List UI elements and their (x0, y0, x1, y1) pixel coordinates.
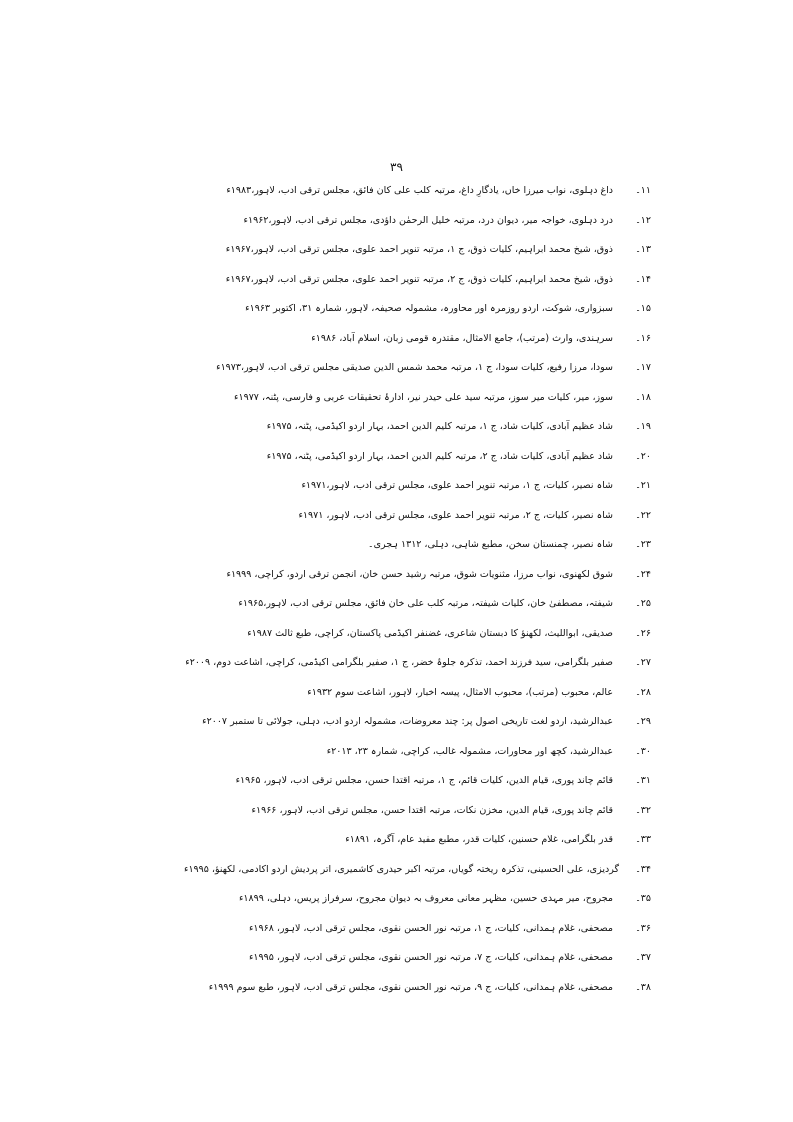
entry-number: ۳۴۔ (635, 863, 651, 875)
entry-text: شوق لکھنوی، نواب مرزا، مثنویات شوق، مرتبہ رشید حسن خان، انجمن ترقی اردو، کراچی، ۱۹۹۹ء (226, 568, 613, 580)
entry-number: ۲۴۔ (635, 568, 651, 580)
list-item (91, 951, 651, 981)
entry-text: ذوق، شیخ محمد ابراہیم، کلیات ذوق، ج ۲، مرتبہ تنویر احمد علوی، مجلس ترقی ادب، لاہور،۱۹۶۷ء (225, 273, 613, 285)
list-item (91, 833, 651, 863)
list-item (91, 892, 651, 922)
entry-text: ذوق، شیخ محمد ابراہیم، کلیات ذوق، ج ۱، مرتبہ تنویر احمد علوی، مجلس ترقی ادب، لاہور،۱۹۶۷ء (225, 244, 613, 255)
entry-number: ۳۲۔ (635, 804, 651, 816)
entry-number: ۲۷۔ (635, 657, 651, 668)
entry-number: ۲۲۔ (635, 509, 651, 521)
entry-number: ۱۱۔ (635, 185, 651, 196)
entry-text: قائم چاند پوری، قیام الدین، مخزن نکات، مرتبہ اقتدا حسن، مجلس ترقی ادب، لاہور، ۱۹۶۶ء (251, 804, 613, 816)
entry-number: ۲۶۔ (635, 627, 651, 639)
entry-text: قدر بلگرامی، غلام حسنین، کلیات قدر، مطبع مفید عام، آگرہ، ۱۸۹۱ء (345, 834, 613, 845)
list-item (91, 243, 651, 273)
entry-number: ۳۵۔ (635, 893, 651, 904)
entry-number: ۳۳۔ (635, 834, 651, 845)
entry-text: مصحفی، غلام ہمدانی، کلیات، ج ۷، مرتبہ نور الحسن نقوی، مجلس ترقی ادب، لاہور، ۱۹۹۵ء (248, 952, 613, 963)
list-item (91, 981, 651, 1011)
entry-number: ۲۳۔ (635, 539, 651, 550)
entry-number: ۳۷۔ (635, 952, 651, 963)
list-item (91, 273, 651, 303)
entry-text: داغ دہلوی، نواب میرزا خاں، یادگارِ داغ، مرتبہ کلب علی کان فائق، مجلس ترقی ادب، لاہور،۱۹۸۳ء (226, 185, 613, 196)
list-item (91, 479, 651, 509)
entry-number: ۲۵۔ (635, 598, 651, 609)
entry-text: درد دہلوی، خواجہ میر، دیوان درد، مرتبہ خلیل الرحمٰن داؤدی، مجلس ترقی ادب، لاہور،۱۹۶۲ء (243, 214, 613, 226)
entry-number: ۱۶۔ (635, 332, 651, 344)
entry-text: عالم، محبوب (مرتب)، محبوب الامثال، پیسہ اخبار، لاہور، اشاعت سوم ۱۹۳۲ء (307, 686, 613, 698)
entry-text: سرہندی، وارث (مرتب)، جامع الامثال، مقتدرہ قومی زبان، اسلام آباد، ۱۹۸۶ء (311, 332, 613, 344)
entry-text: سودا، مرزا رفیع، کلیات سودا، ج ۱، مرتبہ محمد شمس الدین صدیقی مجلس ترقی ادب، لاہور،۱۹۷۳ء (216, 362, 613, 373)
entry-text: عبدالرشید، کچھ اور محاورات، مشمولہ غالب، کراچی، شمارہ ۲۳، ۲۰۱۳ء (326, 745, 613, 757)
entry-number: ۱۴۔ (635, 273, 651, 285)
entry-text: صدیقی، ابواللیث، لکھنؤ کا دبستان شاعری، غضنفر اکیڈمی پاکستان، کراچی، طبع ثالث ۱۹۸۷ء (247, 627, 613, 639)
list-item (91, 184, 651, 214)
list-item (91, 450, 651, 480)
entry-number: ۱۷۔ (635, 362, 651, 373)
list-item (91, 332, 651, 362)
list-item (91, 214, 651, 244)
entry-text: سبزواری، شوکت، اردو روزمرہ اور محاورہ، مشمولہ صحیفہ، لاہور، شمارہ ۳۱، اکتوبر ۱۹۶۳ء (245, 303, 613, 314)
entry-number: ۲۸۔ (635, 686, 651, 698)
list-item (91, 509, 651, 539)
entry-text: مصحفی، غلام ہمدانی، کلیات، ج ۱، مرتبہ نور الحسن نقوی، مجلس ترقی ادب، لاہور، ۱۹۶۸ء (248, 922, 613, 934)
list-item (91, 361, 651, 391)
entry-text: شاہ نصیر، چمنستان سخن، مطبع شاہی، دہلی، ۱۳۱۲ ہجری۔ (368, 539, 613, 550)
entry-text: صفیر بلگرامی، سید فرزند احمد، تذکرہ جلوۂ خضر، ج ۱، صفیر بلگرامی اکیڈمی، کراچی، اشاعت دوم، ۲۰۰۹ء (185, 657, 613, 668)
entry-text: شاد عظیم آبادی، کلیات شاد، ج ۲، مرتبہ کلیم الدین احمد، بہار اردو اکیڈمی، پٹنہ، ۱۹۷۵ء (266, 450, 613, 462)
entry-text: شاد عظیم آبادی، کلیات شاد، ج ۱، مرتبہ کلیم الدین احمد، بہار اردو اکیڈمی، پٹنہ، ۱۹۷۵ء (266, 421, 613, 432)
entry-number: ۳۸۔ (635, 981, 651, 993)
list-item (91, 302, 651, 332)
entry-number: ۱۸۔ (635, 391, 651, 403)
list-item (91, 568, 651, 598)
entry-number: ۳۰۔ (635, 745, 651, 757)
list-item (91, 686, 651, 716)
entry-number: ۱۲۔ (635, 214, 651, 226)
list-item (91, 863, 651, 893)
entry-text: مصحفی، غلام ہمدانی، کلیات، ج ۹، مرتبہ نور الحسن نقوی، مجلس ترقی ادب، لاہور، طبع سوم ۱۹۹۹ء (208, 981, 613, 993)
list-item (91, 391, 651, 421)
entry-text: قائم چاند پوری، قیام الدین، کلیات قائم، ج ۱، مرتبہ اقتدا حسن، مجلس ترقی ادب، لاہور، ۱۹۶۵ء (235, 775, 613, 786)
entry-number: ۲۱۔ (635, 480, 651, 491)
entry-text: شیفتہ، مصطفیٰ خان، کلیات شیفتہ، مرتبہ کلب علی خان فائق، مجلس ترقی ادب، لاہور،۱۹۶۵ء (238, 598, 613, 609)
entry-number: ۱۳۔ (635, 244, 651, 255)
entry-number: ۳۶۔ (635, 922, 651, 934)
list-item (91, 420, 651, 450)
list-item (91, 922, 651, 952)
list-item (91, 656, 651, 686)
list-item (91, 804, 651, 834)
entry-number: ۲۰۔ (635, 450, 651, 462)
list-item (91, 597, 651, 627)
list-item (91, 627, 651, 657)
entry-text: شاہ نصیر، کلیات، ج ۱، مرتبہ تنویر احمد علوی، مجلس ترقی ادب، لاہور،۱۹۷۱ء (301, 480, 613, 491)
list-item (91, 745, 651, 775)
entry-text: شاہ نصیر، کلیات، ج ۲، مرتبہ تنویر احمد علوی، مجلس ترقی ادب، لاہور، ۱۹۷۱ء (298, 509, 613, 521)
entry-number: ۳۱۔ (635, 775, 651, 786)
list-item (91, 538, 651, 568)
entry-text: عبدالرشید، اردو لغت تاریخی اصول پر: چند معروضات، مشمولہ اردو ادب، دہلی، جولائی تا ستمبر ۲۰۰۷ء (202, 716, 613, 727)
list-item (91, 715, 651, 745)
bibliography-list (91, 184, 651, 1010)
entry-text: سوز، میر، کلیات میر سوز، مرتبہ سید علی حیدر نیر، ادارۂ تحقیقات عربی و فارسی، پٹنہ، ۱۹۷۷ء (234, 391, 613, 403)
entry-text: مجروح، میر مہدی حسین، مظہر معانی معروف بہ دیوان مجروح، سرفراز پریس، دہلی، ۱۸۹۹ء (238, 893, 613, 904)
entry-text: گردیزی، علی الحسینی، تذکرہ ریختہ گویاں، مرتبہ اکبر حیدری کاشمیری، اتر پردیش اردو اکادمی، لکھنؤ، ۱۹۹۵ء (183, 863, 619, 875)
list-item (91, 774, 651, 804)
entry-number: ۱۹۔ (635, 421, 651, 432)
entry-number: ۲۹۔ (635, 716, 651, 727)
page-number: ۳۹ (390, 160, 403, 174)
entry-number: ۱۵۔ (635, 303, 651, 314)
